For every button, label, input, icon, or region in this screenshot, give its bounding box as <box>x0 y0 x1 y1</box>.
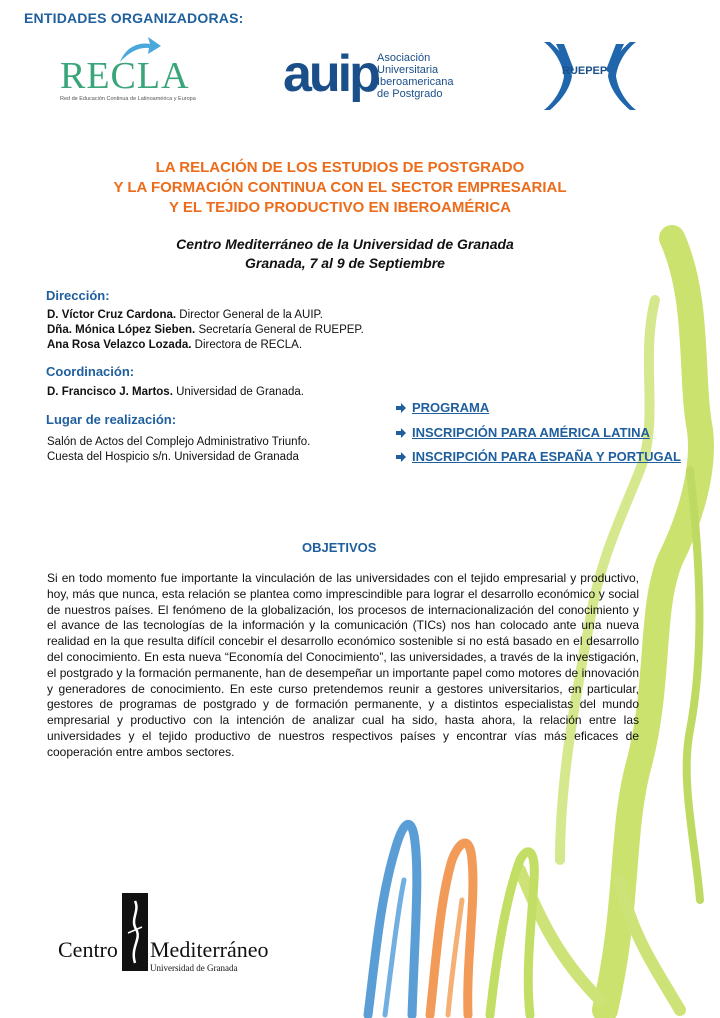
title-line: Y LA FORMACIÓN CONTINUA CON EL SECTOR EMPRESARIAL <box>113 179 567 196</box>
link-inscripcion-al-row <box>396 424 650 442</box>
cm-word-mediterraneo: Mediterráneo <box>150 937 269 962</box>
event-venue <box>60 235 630 273</box>
lugar-line: Salón de Actos del Complejo Administrativo Triunfo. <box>47 436 311 448</box>
direccion-list <box>47 308 364 353</box>
lugar-heading: Lugar de realización: <box>46 412 177 427</box>
direccion-item <box>47 323 364 338</box>
title-line: Y EL TEJIDO PRODUCTIVO EN IBEROAMÉRICA <box>169 199 511 216</box>
person-name: D. Víctor Cruz Cardona. <box>47 309 177 321</box>
lugar-line: Cuesta del Hospicio s/n. Universidad de Granada <box>47 451 299 463</box>
recla-logo <box>58 34 208 106</box>
person-role: Universidad de Granada. <box>176 386 304 398</box>
coordinacion-heading: Coordinación: <box>46 364 135 379</box>
blue-stroke <box>368 824 417 1015</box>
arrow-right-icon <box>396 428 406 438</box>
objetivos-heading: OBJETIVOS <box>302 540 377 555</box>
link-programa[interactable]: PROGRAMA <box>412 400 490 415</box>
venue-line: Centro Mediterráneo de la Universidad de Granada <box>176 236 514 252</box>
venue-line: Granada, 7 al 9 de Septiembre <box>245 255 445 271</box>
person-role: Director General de la AUIP. <box>179 309 323 321</box>
direccion-item <box>47 338 364 353</box>
person-role: Secretaría General de RUEPEP. <box>198 324 364 336</box>
person-name: Ana Rosa Velazco Lozada. <box>47 339 192 351</box>
auip-full-name <box>377 52 453 100</box>
auip-line: Iberoamericana <box>377 76 454 88</box>
cm-word-centro: Centro <box>58 937 118 962</box>
ruepep-wordmark: RUEPEP <box>562 65 608 77</box>
event-title <box>60 158 620 218</box>
auip-wordmark: auip <box>283 45 378 103</box>
objetivos-paragraph: Si en todo momento fue importante la vinculación de las universidades con el tejido empresarial y productivo, hoy, más que nunca, esta relación se plantea como imprescindible para lograr el desarrollo económico y social de nuestros países. El fenómeno de la globalización, los procesos de internacionalización del conocimiento y el avance de las tecnologías de la información y la comunicación (TICs) nos han colocado ante una nueva realidad en la que resulta difícil concebir el desarrollo económico sostenible si no está basado en el desarrollo del conocimiento. En esta nueva “Economía del Conocimiento”, las universidades, a través de la investigación, el postgrado y la formación permanente, han de desempeñar un importante papel como motores de innovación y generadores de conocimiento. En este curso pretendemos reunir a gestores universitarios, en particular, gestores de programas de postgrado y de formación permanente, y a distintos especialistas del mundo empresarial y productivo con la intención de analizar cual ha sido, hasta ahora, la relación entre las universidades y el tejido productivo de nuestros respectivos países y encontrar vías más eficaces de cooperación entre ambos sectores. <box>47 571 639 759</box>
ruepep-logo <box>540 40 640 112</box>
orange-stroke-2 <box>448 900 462 1015</box>
link-inscripcion-america-latina[interactable]: INSCRIPCIÓN PARA AMÉRICA LATINA <box>412 425 650 440</box>
link-inscripcion-espana-portugal[interactable]: INSCRIPCIÓN PARA ESPAÑA Y PORTUGAL <box>412 449 681 464</box>
centro-mediterraneo-logo <box>58 893 278 978</box>
centro-mediterraneo-emblem-icon <box>122 893 148 971</box>
link-programa-row <box>396 399 489 417</box>
person-role: Directora de RECLA. <box>194 339 303 351</box>
direccion-heading: Dirección: <box>46 288 110 303</box>
arrow-right-icon <box>396 403 406 413</box>
person-name: D. Francisco J. Martos. <box>47 386 173 398</box>
auip-line: Universitaria <box>377 64 439 76</box>
cm-subtitle: Universidad de Granada <box>150 963 238 973</box>
direccion-item <box>47 308 364 323</box>
link-inscripcion-ep-row <box>396 448 681 466</box>
coordinacion-item <box>47 385 304 400</box>
title-line: LA RELACIÓN DE LOS ESTUDIOS DE POSTGRADO <box>155 159 525 176</box>
auip-logo <box>283 44 473 110</box>
recla-subtitle: Red de Educación Continua de Latinoamérica y Europa <box>60 96 196 102</box>
recla-wordmark: RECLA <box>60 55 190 97</box>
organizers-header: ENTIDADES ORGANIZADORAS: <box>24 10 244 26</box>
arrow-right-icon <box>396 452 406 462</box>
auip-line: Asociación <box>377 52 431 64</box>
lugar-address <box>47 435 310 465</box>
auip-line: de Postgrado <box>377 88 443 100</box>
person-name: Dña. Mónica López Sieben. <box>47 324 196 336</box>
